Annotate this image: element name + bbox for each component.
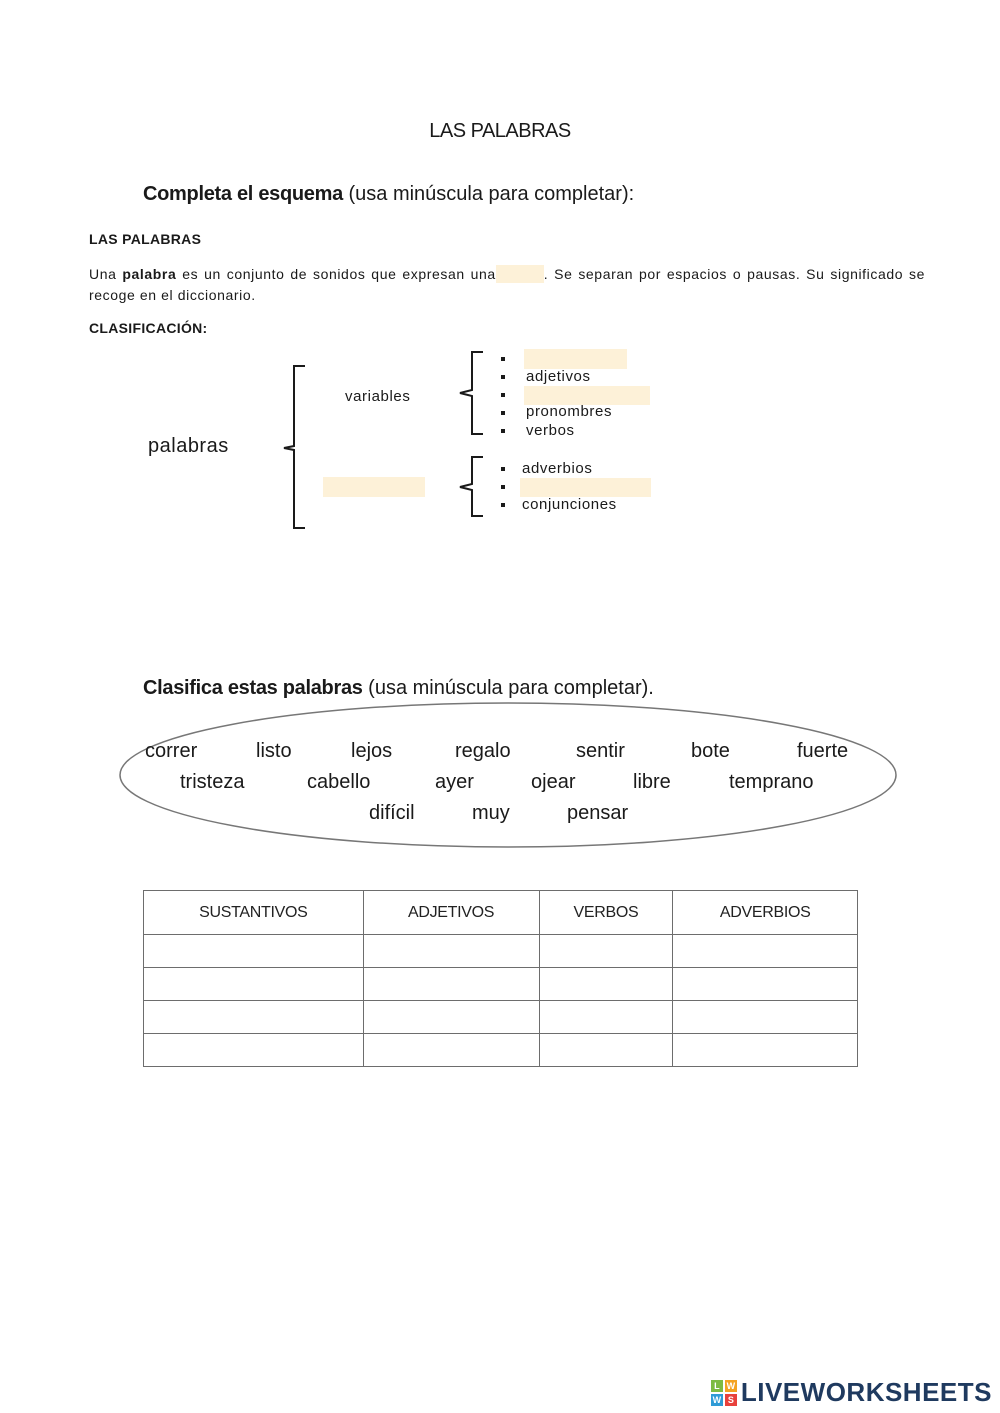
para-mid: es un conjunto de sonidos que expresan una: [176, 266, 496, 283]
word-bank-word: sentir: [576, 740, 625, 762]
word-bank-word: tristeza: [180, 771, 245, 793]
word-bank-word: ayer: [435, 771, 474, 793]
instruction-bold: Completa el esquema: [143, 183, 343, 205]
table-cell[interactable]: [144, 968, 364, 1001]
table-cell[interactable]: [539, 968, 673, 1001]
para-bold-word: palabra: [122, 266, 177, 283]
instruction-rest: (usa minúscula para completar):: [342, 183, 635, 205]
instruction-rest: (usa minúscula para completar).: [362, 677, 654, 699]
word-bank-word: muy: [472, 802, 510, 824]
logo-cell: L: [711, 1380, 723, 1392]
bullet: [501, 429, 505, 433]
word-bank-word: cabello: [307, 771, 371, 793]
blank-invariables-label[interactable]: [323, 477, 425, 497]
para-post: . Se separan por espacios o pausas. Su significado se recoge en el diccionario.: [89, 266, 925, 303]
item-pronombres: pronombres: [526, 403, 613, 420]
word-bank-word: difícil: [369, 802, 415, 824]
classification-heading: CLASIFICACIÓN:: [89, 320, 208, 336]
para-pre: Una: [89, 266, 123, 283]
table-cell[interactable]: [363, 1034, 539, 1067]
header-adverbios: ADVERBIOS: [673, 891, 858, 935]
brand-text: LIVEWORKSHEETS: [740, 1377, 992, 1407]
root-label: palabras: [148, 435, 229, 457]
item-verbos: verbos: [526, 422, 575, 439]
section-heading: LAS PALABRAS: [89, 231, 202, 247]
header-verbos: VERBOS: [539, 891, 673, 935]
header-adjetivos: ADJETIVOS: [363, 891, 539, 935]
instruction-bold: Clasifica estas palabras: [143, 677, 363, 699]
blank-invariable-2[interactable]: [520, 478, 651, 497]
table-cell[interactable]: [539, 1034, 673, 1067]
bullet: [501, 503, 505, 507]
word-bank-word: lejos: [351, 740, 393, 762]
table-row: [144, 935, 858, 968]
word-bank-word: correr: [145, 740, 198, 762]
word-bank-word: listo: [256, 740, 292, 762]
bullet: [501, 485, 505, 489]
word-bank-word: fuerte: [797, 740, 849, 762]
classification-braces: [0, 0, 1000, 560]
blank-variable-1[interactable]: [524, 349, 627, 369]
bullet: [501, 411, 505, 415]
variables-label: variables: [345, 388, 411, 405]
table-cell[interactable]: [673, 1001, 858, 1034]
liveworksheets-brand: [711, 1377, 992, 1408]
table-cell[interactable]: [144, 935, 364, 968]
table-cell[interactable]: [144, 1034, 364, 1067]
table-cell[interactable]: [673, 1034, 858, 1067]
page-title: LAS PALABRAS: [429, 120, 571, 142]
table-row: [144, 1001, 858, 1034]
table-cell[interactable]: [673, 968, 858, 1001]
word-bank-word: temprano: [729, 771, 814, 793]
table-cell[interactable]: [363, 1001, 539, 1034]
table-cell[interactable]: [539, 935, 673, 968]
logo-cell: S: [725, 1394, 737, 1406]
table-cell[interactable]: [363, 968, 539, 1001]
item-adjetivos: adjetivos: [526, 368, 591, 385]
table-row: [144, 1034, 858, 1067]
bullet: [501, 357, 505, 361]
header-sustantivos: SUSTANTIVOS: [144, 891, 364, 935]
item-conjunciones: conjunciones: [522, 496, 617, 513]
liveworksheets-logo-icon: [711, 1380, 737, 1406]
invariables-brace: [460, 457, 483, 516]
word-bank-word: regalo: [455, 740, 511, 762]
table-cell[interactable]: [539, 1001, 673, 1034]
table-row: [144, 968, 858, 1001]
bullet: [501, 375, 505, 379]
table-cell[interactable]: [144, 1001, 364, 1034]
item-adverbios: adverbios: [522, 460, 593, 477]
instruction-classify-words: [143, 677, 654, 700]
table-cell[interactable]: [363, 935, 539, 968]
classification-table: [143, 890, 858, 1067]
logo-cell: W: [726, 1380, 736, 1391]
bullet: [501, 393, 505, 397]
word-bank-word: bote: [691, 740, 730, 762]
word-bank-word: pensar: [567, 802, 629, 824]
bullet: [501, 467, 505, 471]
logo-cell: W: [712, 1394, 722, 1405]
table-cell[interactable]: [673, 935, 858, 968]
word-bank-word: ojear: [531, 771, 576, 793]
word-bank-word: libre: [633, 771, 671, 793]
big-brace: [284, 366, 305, 528]
variables-brace: [460, 352, 483, 434]
